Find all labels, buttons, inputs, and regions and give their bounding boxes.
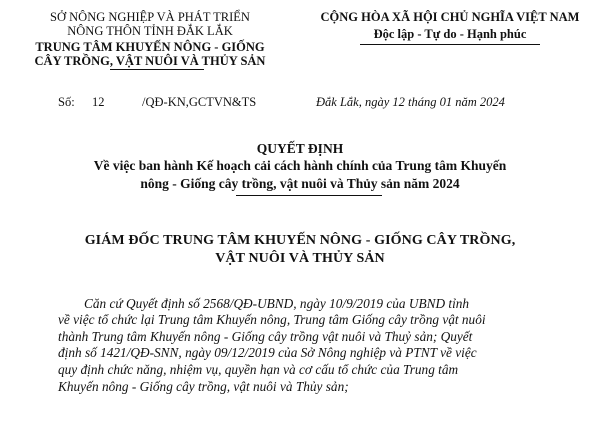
authority-line1: GIÁM ĐỐC TRUNG TÂM KHUYẾN NÔNG - GIỐNG CÂY TRỒNG, <box>84 233 516 248</box>
body-line: thành Trung tâm Khuyến nông - Giống cây trồng vật nuôi và Thuỷ sản; Quyết <box>58 329 473 344</box>
national-title: CỘNG HÒA XÃ HỘI CHỦ NGHĨA VIỆT NAM <box>320 10 580 24</box>
decision-subject-line2: nông - Giống cây trồng, vật nuôi và Thủy sản năm 2024 <box>140 176 460 191</box>
body-line: định số 1421/QĐ-SNN, ngày 09/12/2019 của Sở Nông nghiệp và PTNT về việc <box>58 345 477 360</box>
national-motto: Độc lập - Tự do - Hạnh phúc <box>373 27 527 41</box>
decision-heading: QUYẾT ĐỊNH <box>256 141 344 156</box>
ministry-name-line2: NÔNG THÔN TỈNH ĐẮK LẮK <box>67 24 233 38</box>
doc-place-date: Đắk Lắk, ngày 12 tháng 01 năm 2024 <box>316 95 505 109</box>
body-line: quy định chức năng, nhiệm vụ, quyền hạn và cơ cấu tổ chức của Trung tâm <box>58 362 459 377</box>
agency-name-line2: CÂY TRỒNG, VẬT NUÔI VÀ THỦY SẢN <box>34 54 266 68</box>
body-line: về việc tổ chức lại Trung tâm Khuyến nông, Trung tâm Giống cây trồng vật nuôi <box>58 312 486 327</box>
doc-number-code: /QĐ-KN,GCTVN&TS <box>142 95 257 109</box>
ministry-name-line1: SỞ NÔNG NGHIỆP VÀ PHÁT TRIỂN <box>50 10 250 24</box>
doc-number-label: Số: <box>58 95 75 109</box>
doc-number-value: 12 <box>92 95 105 109</box>
subject-underline <box>236 195 382 196</box>
agency-underline <box>110 69 204 70</box>
decision-subject-line1: Về việc ban hành Kế hoạch cải cách hành chính của Trung tâm Khuyến <box>93 158 507 173</box>
authority-line2: VẬT NUÔI VÀ THỦY SẢN <box>215 251 385 266</box>
motto-underline <box>360 44 540 45</box>
body-line: Khuyến nông - Giống cây trồng, vật nuôi và Thủy sản; <box>58 379 349 394</box>
body-line: Căn cứ Quyết định số 2568/QĐ-UBND, ngày 10/9/2019 của UBND tỉnh <box>84 296 470 311</box>
agency-name-line1: TRUNG TÂM KHUYẾN NÔNG - GIỐNG <box>35 40 265 54</box>
